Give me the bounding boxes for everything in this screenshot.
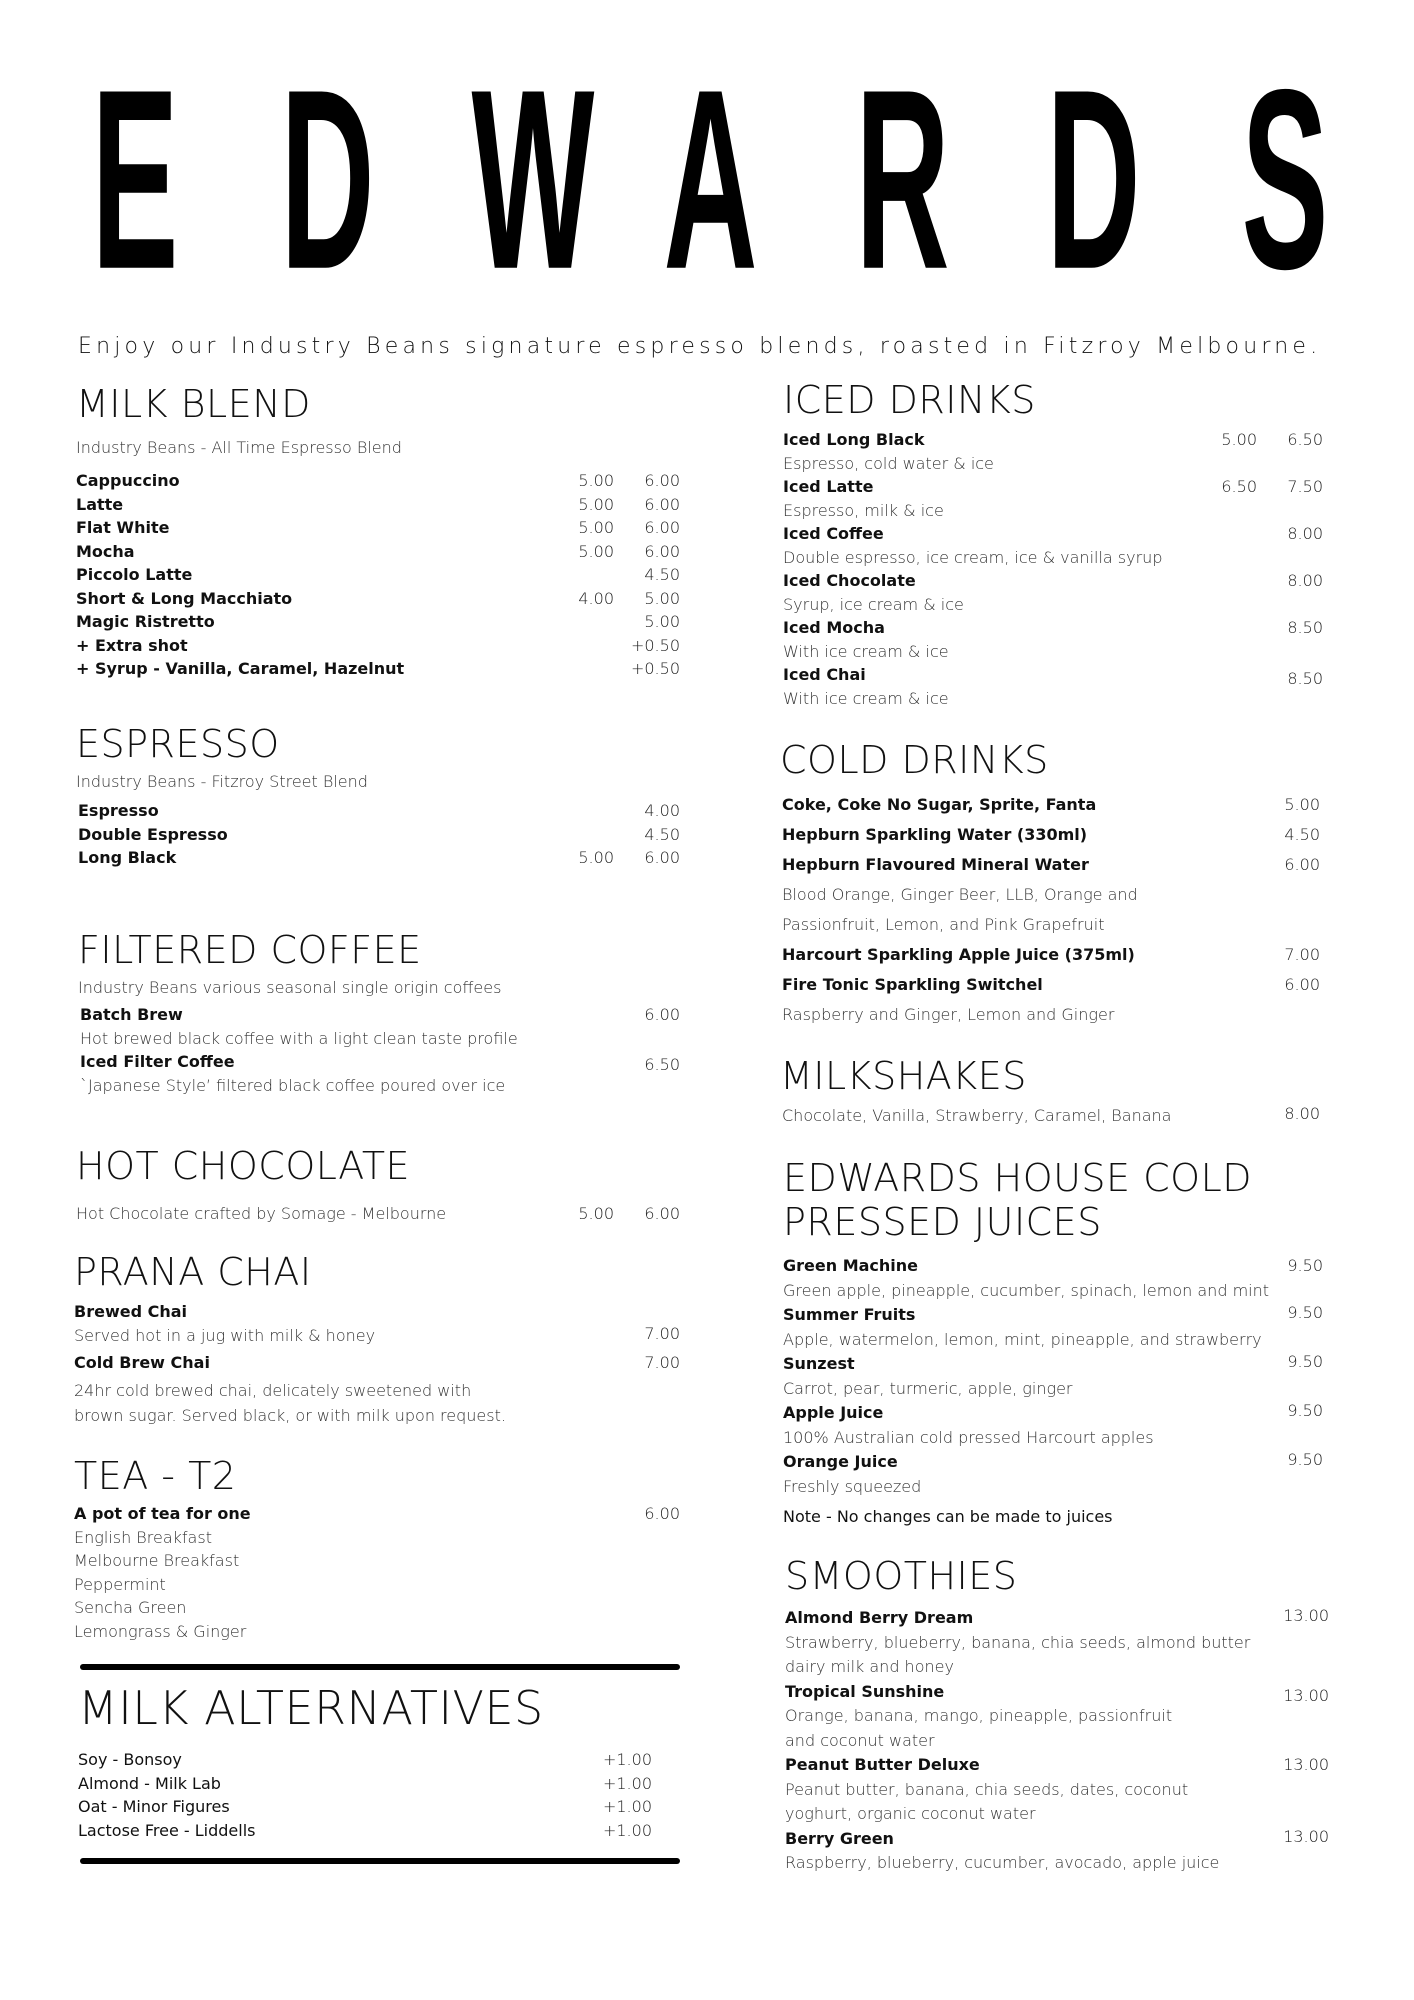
item-description: `Japanese Style’ filtered black coffee poured over ice xyxy=(80,1075,506,1095)
tea-variety: Peppermint xyxy=(74,1574,166,1594)
menu-item xyxy=(783,663,1323,687)
menu-item xyxy=(76,634,680,658)
price-large: 4.50 xyxy=(644,824,680,844)
juice-note: Note - No changes can be made to juices xyxy=(783,1507,1113,1526)
item-name: Brewed Chai xyxy=(74,1302,188,1321)
brand-letter: D xyxy=(1046,35,1141,323)
brand-letter: R xyxy=(855,35,950,323)
menu-list xyxy=(76,799,680,870)
tea-variety: Melbourne Breakfast xyxy=(74,1551,240,1570)
menu-item xyxy=(782,790,1320,820)
price-large: 4.50 xyxy=(644,565,680,584)
price: 13.00 xyxy=(1283,1826,1329,1846)
menu-item xyxy=(78,823,680,847)
item-name: Magic Ristretto xyxy=(76,612,215,631)
menu-item xyxy=(78,1819,682,1843)
item-description: Strawberry, blueberry, banana, chia seeds, almond butter xyxy=(785,1632,1251,1652)
price-large: +0.50 xyxy=(630,659,680,678)
item-description: 24hr cold brewed chai, delicately sweetened with xyxy=(74,1380,472,1400)
menu-item xyxy=(783,428,1323,452)
item-name: + Syrup - Vanilla, Caramel, Hazelnut xyxy=(76,659,405,678)
menu-item xyxy=(783,1254,1323,1279)
item-description: Peanut butter, banana, chia seeds, dates, coconut xyxy=(785,1779,1189,1799)
price: +1.00 xyxy=(602,1773,652,1793)
menu-item xyxy=(783,522,1323,546)
menu-item xyxy=(80,1050,682,1074)
price-large: 8.50 xyxy=(1287,618,1323,637)
item-name: Almond - Milk Lab xyxy=(78,1773,221,1793)
menu-list xyxy=(76,469,680,681)
item-description: Orange, banana, mango, pineapple, passionfruit xyxy=(785,1706,1173,1725)
section-milkshakes xyxy=(780,1054,1320,1128)
item-name: Double Espresso xyxy=(78,824,228,844)
item-name: Iced Coffee xyxy=(783,524,884,543)
menu-list xyxy=(78,1003,682,1097)
item-name: Harcourt Sparkling Apple Juice (375ml) xyxy=(782,945,1135,964)
menu-list xyxy=(74,1502,678,1643)
menu-item xyxy=(783,1303,1323,1328)
menu-item xyxy=(783,1450,1323,1475)
price: 7.00 xyxy=(644,1353,680,1372)
menu-item xyxy=(782,940,1320,970)
item-name: Coke, Coke No Sugar, Sprite, Fanta xyxy=(782,795,1097,814)
price-small: 5.00 xyxy=(578,518,614,537)
menu-list xyxy=(78,1748,682,1842)
item-name: Flat White xyxy=(76,518,170,537)
section-tea xyxy=(74,1454,678,1643)
item-description: Syrup, ice cream & ice xyxy=(783,594,964,614)
menu-item xyxy=(78,1795,682,1819)
menu-item xyxy=(78,846,680,870)
item-name: Iced Long Black xyxy=(783,430,925,449)
menu-item xyxy=(785,1606,1329,1631)
menu-item xyxy=(785,1680,1329,1705)
section-milk-blend xyxy=(76,382,680,681)
section-filtered-coffee xyxy=(78,928,682,1097)
price: 4.50 xyxy=(1284,825,1320,844)
price-small: 6.50 xyxy=(1221,477,1257,496)
price-large: 8.00 xyxy=(1287,524,1323,543)
item-name: Peanut Butter Deluxe xyxy=(785,1755,980,1774)
section-title: COLD DRINKS xyxy=(780,738,1049,782)
item-description: Carrot, pear, turmeric, apple, ginger xyxy=(783,1378,1073,1398)
item-description: brown sugar. Served black, or with milk upon request. xyxy=(74,1405,506,1425)
price: 9.50 xyxy=(1287,1450,1323,1469)
price-small: 5.00 xyxy=(1221,430,1257,449)
item-name: Soy - Bonsoy xyxy=(78,1750,182,1769)
price-large: 6.00 xyxy=(644,518,680,537)
price: 9.50 xyxy=(1287,1303,1323,1322)
item-name: Oat - Minor Figures xyxy=(78,1797,230,1816)
item-description: With ice cream & ice xyxy=(783,688,949,708)
item-name: Piccolo Latte xyxy=(76,565,193,584)
menu-item xyxy=(780,1104,1320,1128)
item-name: Batch Brew xyxy=(80,1005,183,1024)
item-description: dairy milk and honey xyxy=(785,1657,954,1676)
section-title: MILK BLEND xyxy=(76,382,311,426)
menu-list xyxy=(780,790,1320,1030)
menu-item xyxy=(76,610,680,634)
item-description: Hot Chocolate crafted by Somage - Melbourne xyxy=(76,1204,447,1223)
item-name: Latte xyxy=(76,494,124,514)
item-name: Sunzest xyxy=(783,1354,855,1373)
item-name: + Extra shot xyxy=(76,635,188,655)
item-name: Berry Green xyxy=(785,1828,894,1848)
item-description: Hot brewed black coffee with a light clean taste profile xyxy=(80,1028,518,1048)
price: 13.00 xyxy=(1283,1606,1329,1625)
price: 6.00 xyxy=(644,1504,680,1523)
price-large: 8.50 xyxy=(1287,669,1323,688)
section-title: MILKSHAKES xyxy=(780,1054,1027,1098)
menu-list xyxy=(785,1606,1329,1876)
menu-item xyxy=(782,970,1320,1000)
price-small: 5.00 xyxy=(578,848,614,867)
menu-item xyxy=(76,516,680,540)
item-name: Tropical Sunshine xyxy=(785,1681,945,1701)
item-description: Double espresso, ice cream, ice & vanilla syrup xyxy=(783,547,1163,567)
item-description: Freshly squeezed xyxy=(783,1476,922,1496)
menu-item xyxy=(78,799,680,823)
price: 8.00 xyxy=(1284,1104,1320,1123)
item-name: Orange Juice xyxy=(783,1452,898,1471)
section-iced-drinks xyxy=(783,378,1323,710)
item-description: Blood Orange, Ginger Beer, LLB, Orange and xyxy=(782,885,1138,904)
item-description: Espresso, cold water & ice xyxy=(783,453,994,473)
tea-variety: Sencha Green xyxy=(74,1598,187,1617)
menu-item xyxy=(783,1401,1323,1426)
section-title: HOT CHOCOLATE xyxy=(76,1144,411,1188)
brand-logo xyxy=(60,35,1360,323)
tea-variety: English Breakfast xyxy=(74,1527,212,1547)
price: 6.50 xyxy=(644,1055,680,1074)
section-title: FILTERED COFFEE xyxy=(78,928,422,972)
price: 6.00 xyxy=(644,1005,680,1024)
item-name: Iced Chocolate xyxy=(783,571,916,590)
menu-list xyxy=(783,1254,1323,1529)
item-name: Long Black xyxy=(78,848,177,867)
item-description: Chocolate, Vanilla, Strawberry, Caramel, Banana xyxy=(782,1106,1172,1125)
menu-item xyxy=(783,616,1323,640)
menu-item xyxy=(785,1753,1329,1778)
item-name: Cappuccino xyxy=(76,471,180,490)
item-name: Green Machine xyxy=(783,1256,919,1275)
brand-letter: S xyxy=(1241,35,1329,323)
menu-item xyxy=(782,850,1320,880)
price-large: 4.00 xyxy=(644,801,680,820)
price-large: 5.00 xyxy=(644,588,680,608)
section-title: ESPRESSO xyxy=(76,722,280,766)
tea-variety: Lemongrass & Ginger xyxy=(74,1621,247,1641)
price-small: 5.00 xyxy=(578,471,614,490)
menu-item xyxy=(782,820,1320,850)
section-title: SMOOTHIES xyxy=(785,1554,1018,1598)
section-subtitle: Industry Beans various seasonal single origin coffees xyxy=(78,978,502,997)
item-name: Hepburn Flavoured Mineral Water xyxy=(782,855,1089,874)
item-description: Espresso, milk & ice xyxy=(783,500,944,520)
item-name: Mocha xyxy=(76,541,135,561)
item-name: Iced Filter Coffee xyxy=(80,1052,235,1071)
brand-letter: D xyxy=(280,35,375,323)
price-small: 4.00 xyxy=(578,588,614,608)
tagline: Enjoy our Industry Beans signature espresso blends, roasted in Fitzroy Melbourne. xyxy=(78,334,1322,359)
item-name: Cold Brew Chai xyxy=(74,1353,210,1372)
section-subtitle: Industry Beans - Fitzroy Street Blend xyxy=(76,772,368,791)
price-large: 6.00 xyxy=(644,494,680,514)
menu-list xyxy=(74,1300,678,1429)
menu-item xyxy=(80,1003,682,1027)
menu-item xyxy=(76,563,680,587)
price: 5.00 xyxy=(1284,795,1320,814)
section-title: EDWARDS HOUSE COLD xyxy=(783,1156,1253,1200)
price: +1.00 xyxy=(602,1797,652,1816)
price: 6.00 xyxy=(1284,975,1320,994)
price-small: 5.00 xyxy=(578,541,614,561)
item-description: Passionfruit, Lemon, and Pink Grapefruit xyxy=(782,915,1105,934)
menu-item xyxy=(78,1748,682,1772)
menu-list xyxy=(783,428,1323,710)
brand-letter: W xyxy=(471,35,595,323)
item-name: Iced Latte xyxy=(783,477,874,496)
brand-letter: E xyxy=(91,35,179,323)
menu-item xyxy=(76,540,680,564)
price: 9.50 xyxy=(1287,1256,1323,1275)
item-description: Raspberry and Ginger, Lemon and Ginger xyxy=(782,1005,1115,1024)
menu-item xyxy=(74,1351,678,1375)
menu-item xyxy=(74,1300,678,1324)
divider xyxy=(80,1858,680,1864)
divider xyxy=(80,1664,680,1670)
menu-item xyxy=(76,469,680,493)
menu-item xyxy=(74,1502,678,1526)
section-title: PRANA CHAI xyxy=(74,1250,312,1294)
item-name: Espresso xyxy=(78,801,159,820)
item-name: Iced Chai xyxy=(783,665,866,684)
section-title: ICED DRINKS xyxy=(783,378,1036,422)
menu-item xyxy=(76,493,680,517)
section-smoothies xyxy=(785,1554,1329,1876)
section-title: TEA - T2 xyxy=(74,1454,237,1498)
section-prana-chai xyxy=(74,1250,678,1429)
price: 9.50 xyxy=(1287,1352,1323,1371)
menu-item xyxy=(78,1772,682,1796)
item-description: With ice cream & ice xyxy=(783,641,949,661)
menu-item xyxy=(76,657,680,681)
price: 6.00 xyxy=(1284,855,1320,874)
price: 9.50 xyxy=(1287,1401,1323,1420)
section-title: PRESSED JUICES xyxy=(783,1200,1102,1244)
price-large: 6.00 xyxy=(644,541,680,561)
price-large: 6.00 xyxy=(644,1204,680,1223)
price-large: 5.00 xyxy=(644,612,680,631)
item-description: Served hot in a jug with milk & honey 7.00 xyxy=(74,1323,680,1345)
price: +1.00 xyxy=(602,1750,652,1769)
menu-item xyxy=(783,1352,1323,1377)
item-name: Apple Juice xyxy=(783,1403,884,1422)
item-name: Fire Tonic Sparkling Switchel xyxy=(782,975,1043,994)
price-large: 8.00 xyxy=(1287,571,1323,590)
price-large: 6.00 xyxy=(644,471,680,490)
section-subtitle: Industry Beans - All Time Espresso Blend xyxy=(76,438,402,457)
price-large: +0.50 xyxy=(630,635,680,655)
menu-item xyxy=(785,1826,1329,1852)
item-description: Apple, watermelon, lemon, mint, pineapple, and strawberry xyxy=(783,1329,1262,1349)
item-description: Green apple, pineapple, cucumber, spinach, lemon and mint xyxy=(783,1280,1270,1300)
brand-letter: A xyxy=(663,35,758,323)
section-espresso xyxy=(76,722,680,870)
item-name: Hepburn Sparkling Water (330ml) xyxy=(782,825,1088,844)
price-large: 6.00 xyxy=(644,848,680,867)
menu-item xyxy=(783,475,1323,499)
item-description: yoghurt, organic coconut water xyxy=(785,1804,1036,1823)
menu-item xyxy=(76,587,680,611)
item-description: Raspberry, blueberry, cucumber, avocado, apple juice xyxy=(785,1853,1220,1872)
price-large: 6.50 xyxy=(1287,430,1323,449)
price: 7.00 xyxy=(1284,945,1320,964)
item-description: 100% Australian cold pressed Harcourt apples xyxy=(783,1427,1154,1447)
section-title: MILK ALTERNATIVES xyxy=(78,1681,544,1735)
item-name: Summer Fruits xyxy=(783,1305,916,1324)
menu-item xyxy=(76,1202,680,1226)
item-name: Lactose Free - Liddells xyxy=(78,1820,256,1840)
price: 7.00 xyxy=(644,1323,680,1343)
item-name: A pot of tea for one xyxy=(74,1504,251,1523)
section-hot-chocolate xyxy=(76,1144,680,1226)
price: 13.00 xyxy=(1283,1685,1329,1705)
price-large: 7.50 xyxy=(1287,477,1323,496)
price-small: 5.00 xyxy=(578,494,614,514)
item-name: Short & Long Macchiato xyxy=(76,588,293,608)
item-description: and coconut water xyxy=(785,1730,935,1750)
item-name: Iced Mocha xyxy=(783,618,885,637)
price: 13.00 xyxy=(1283,1755,1329,1774)
section-cold-drinks xyxy=(780,738,1320,1030)
price: +1.00 xyxy=(602,1820,652,1840)
price-small: 5.00 xyxy=(578,1204,614,1223)
menu-item xyxy=(783,569,1323,593)
item-name: Almond Berry Dream xyxy=(785,1608,974,1627)
section-milk-alternatives xyxy=(78,1682,682,1842)
section-cold-pressed-juices xyxy=(783,1156,1323,1529)
